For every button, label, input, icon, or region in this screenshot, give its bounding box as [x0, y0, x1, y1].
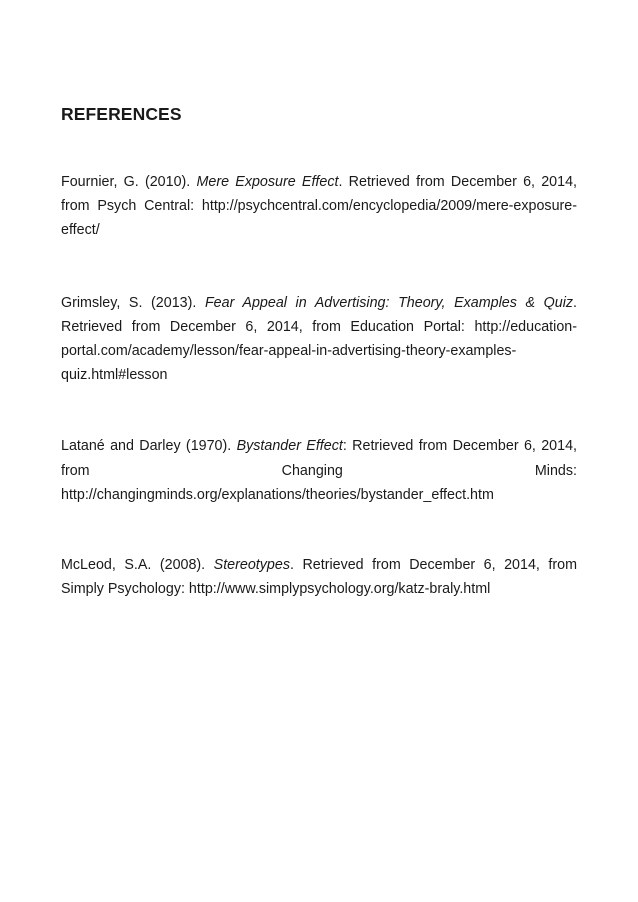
reference-author-date: Fournier, G. (2010). — [61, 174, 197, 190]
references-list — [61, 170, 577, 649]
reference-entry — [61, 434, 577, 507]
reference-source: . Retrieved from December 6, 2014, from Education Portal: http://education-portal.com/academy/lesson/fear-appeal-in-advertising-theory-examples-quiz.html#lesson — [61, 294, 578, 384]
reference-author-date: McLeod, S.A. (2008). — [61, 557, 214, 574]
reference-author-date: Grimsley, S. (2013). — [61, 294, 205, 311]
reference-title: Fear Appeal in Advertising: Theory, Examples & Quiz — [204, 294, 574, 311]
reference-title: Bystander Effect — [236, 438, 343, 455]
reference-source: . Retrieved from December 6, 2014, from Psych Central: http://psychcentral.com/encyclopedia/2009/mere-exposure-effect/ — [61, 174, 578, 239]
reference-entry — [61, 170, 577, 243]
reference-entry — [61, 291, 577, 388]
reference-source: . Retrieved from December 6, 2014, from Simply Psychology: http://www.simplypsychology.org/katz-braly.html — [61, 557, 577, 598]
reference-entry — [61, 553, 577, 601]
references-heading: REFERENCES — [61, 104, 182, 124]
reference-title: Mere Exposure Effect — [196, 174, 339, 190]
reference-title: Stereotypes — [213, 557, 290, 574]
reference-author-date: Latané and Darley (1970). — [61, 438, 237, 455]
reference-source: : Retrieved from December 6, 2014, from Changing Minds: http://changingminds.org/explanations/theories/bystander_effect.htm — [61, 438, 577, 503]
